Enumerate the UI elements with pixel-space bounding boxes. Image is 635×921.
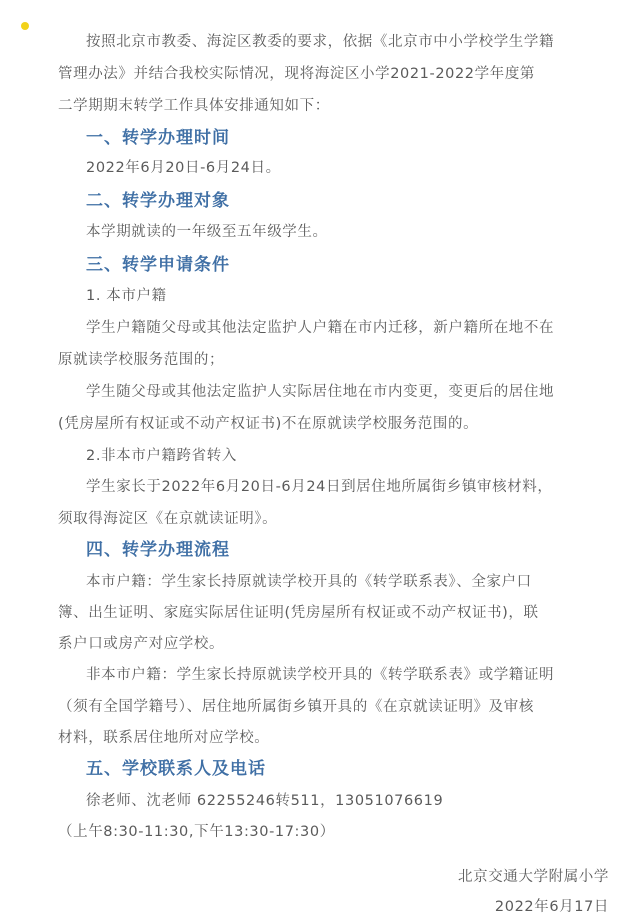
section-3-p2-line-2: (凭房屋所有权证或不动产权证书)不在原就读学校服务范围的。 xyxy=(58,416,479,432)
intro-line-3: 二学期期末转学工作具体安排通知如下： xyxy=(58,98,330,114)
section-4-p1-line-2: 簿、出生证明、家庭实际居住证明(凭房屋所有权证或不动产权证书)，联 xyxy=(58,605,539,621)
section-5-heading: 五、学校联系人及电话 xyxy=(86,759,266,779)
section-3-sub-2: 2.非本市户籍跨省转入 xyxy=(86,448,237,464)
intro-line-2: 管理办法》并结合我校实际情况，现将海淀区小学2021-2022学年度第 xyxy=(58,66,536,82)
section-3-p3-line-1: 学生家长于2022年6月20日-6月24日到居住地所属街乡镇审核材料， xyxy=(86,479,553,495)
section-3-p3-line-2: 须取得海淀区《在京就读证明》。 xyxy=(58,511,278,527)
intro-line-1: 按照北京市教委、海淀区教委的要求，依据《北京市中小学校学生学籍 xyxy=(86,34,555,50)
section-3-p1-line-1: 学生户籍随父母或其他法定监护人户籍在市内迁移，新户籍所在地不在 xyxy=(86,320,555,336)
section-4-p2-line-3: 材料，联系居住地所对应学校。 xyxy=(58,730,270,746)
signature-school: 北京交通大学附属小学 xyxy=(458,869,609,885)
section-3-sub-1: 1. 本市户籍 xyxy=(86,288,167,304)
section-3-p2-line-1: 学生随父母或其他法定监护人实际居住地在市内变更，变更后的居住地 xyxy=(86,384,555,400)
section-4-p2-line-1: 非本市户籍：学生家长持原就读学校开具的《转学联系表》或学籍证明 xyxy=(86,667,555,683)
decorative-dot xyxy=(21,22,29,30)
signature-date: 2022年6月17日 xyxy=(494,899,609,915)
section-1-heading: 一、转学办理时间 xyxy=(86,128,230,148)
section-4-p1-line-3: 系户口或房产对应学校。 xyxy=(58,636,225,652)
section-3-heading: 三、转学申请条件 xyxy=(86,255,230,275)
section-4-heading: 四、转学办理流程 xyxy=(86,540,230,560)
section-3-p1-line-2: 原就读学校服务范围的； xyxy=(58,352,225,368)
section-2-text: 本学期就读的一年级至五年级学生。 xyxy=(86,224,328,240)
section-2-heading: 二、转学办理对象 xyxy=(86,191,230,211)
section-4-p1-line-1: 本市户籍：学生家长持原就读学校开具的《转学联系表》、全家户口 xyxy=(86,574,532,590)
section-4-p2-line-2: （须有全国学籍号）、居住地所属街乡镇开具的《在京就读证明》及审核 xyxy=(58,699,534,715)
section-5-contact: 徐老师、沈老师 62255246转511，13051076619 xyxy=(86,793,444,809)
section-1-text: 2022年6月20日-6月24日。 xyxy=(86,160,281,176)
section-5-hours: （上午8:30-11:30,下午13:30-17:30） xyxy=(58,824,335,840)
